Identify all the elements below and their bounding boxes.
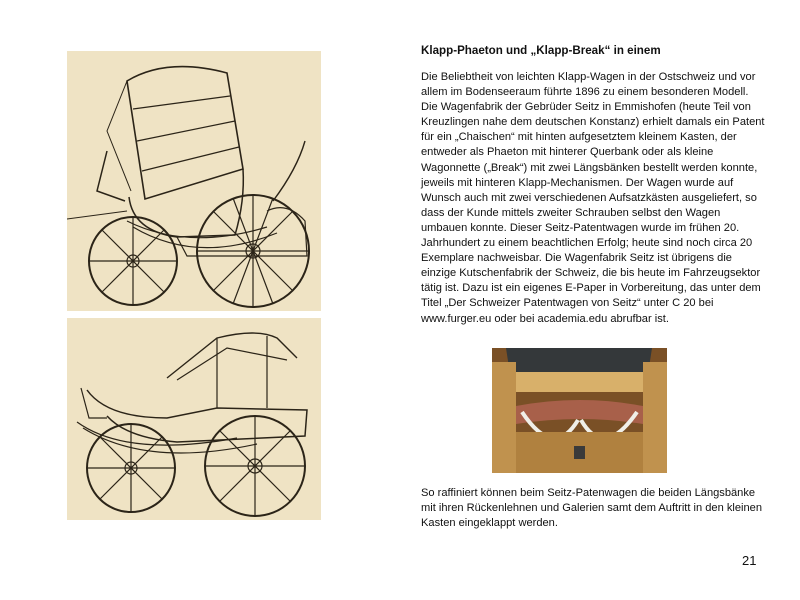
seat-body (129, 169, 243, 237)
page-heading: Klapp-Phaeton und „Klapp-Break“ in einem (421, 44, 661, 57)
body-paragraph: Die Beliebtheit von leichten Klapp-Wagen in der Ostschweiz und vor allem im Bodenseeraum führte 1896 zu einem besonderen Modell. Die Wagenfabrik der Gebrüder Seitz in Emmishofen (heute Teil von Kreuzlingen nahe dem deutschen Konstanz) erhielt damals ein Patent für ein „Chaischen“ mit hinten aufgesetztem kleinem Kasten, der entweder als Phaeton mit hinterer Querbank oder als kleine Wagonnette („Break“) mit zwei Längsbänken bestellt werden konnte, jeweils mit hinteren Klapp-Mechanismen. Der Wagen wurde auf Wunsch auch mit zwei verschiedenen Aufsatzkästen ausgeliefert, so dass der Kunde mittels zweiter Schrauben selbst den Wagen umbauen konnte. Dieser Seitz-Patentwagen wurde im frühen 20. Jahrhundert zu einem beachtlichen Erfolg; heute sind noch circa 20 Exemplare nachweisbar. Die Wagenfabrik Seitz ist übrigens die einzige Kutschenfabrik der Schweiz, die bis heute im Fahrzeugsektor tätig ist. Dazu ist ein eigenes E-Paper in Vorbereitung, das unter dem Titel „Der Schweizer Patentwagen von Seitz“ unter C 20 bei www.furger.eu oder bei academia.edu abrufbar ist. (421, 71, 765, 325)
dashboard (97, 151, 125, 201)
hood (127, 67, 243, 199)
phaeton-engraving (67, 51, 321, 311)
seat-body (87, 390, 307, 442)
photo-caption: So raffiniert können beim Seitz-Patenwagen die beiden Längsbänke mit ihren Rückenlehnen und Galerien samt dem Auftritt in den kleinen Kasten eingeklappt werden. (421, 487, 763, 530)
bench-backs (167, 333, 297, 378)
page-number: 21 (742, 553, 757, 568)
break-engraving (67, 318, 321, 520)
folded-benches-photo (492, 348, 667, 473)
